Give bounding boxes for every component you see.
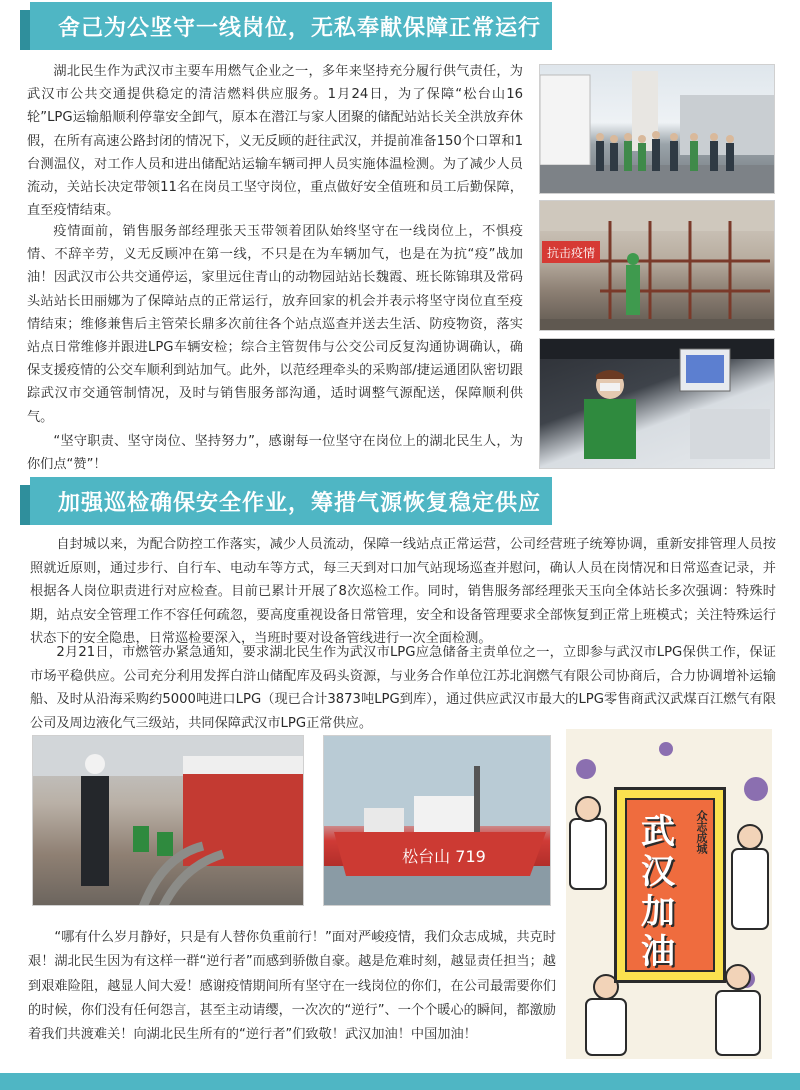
footer-bar	[0, 1073, 800, 1090]
section1-paragraph-2: 疫情面前，销售服务部经理张天玉带领着团队始终坚守在一线岗位上，不惧疫情、不辞辛劳，义无反顾冲在第一线，不只是在为车辆加气，也是在为抗“疫”战加油！因武汉市公共交通停运，家里远住青山的动物园站站长魏霞、班长陈锦琪及常码头站站长田丽娜为了保障站点的正常运行，放弃回家的机会并表示将坚守岗位直至疫情结束；维修兼售后主管荣长鼎多次前往各个站点巡查并送去生活、防疫物资，落实站点日常维修并跟进LPG车辆安检；综合主管贺伟与公交公司反复沟通协调确认，确保支援疫情的公交车顺利到站加气。此外，以范经理牵头的采购部/捷运通团队密切跟踪武汉市交通管制情况，及时与销售服务部沟通，适时调整气源配送，保障顺利供气。	[27, 224, 523, 425]
poster-slogan-panel	[625, 798, 715, 972]
section2-heading-banner	[30, 477, 552, 525]
station-banner-sign: 抗击疫情	[546, 246, 596, 260]
section1-paragraph-1: 湖北民生作为武汉市主要车用燃气企业之一，多年来坚持充分履行供气责任，为武汉市公共交通提供稳定的清洁燃料供应服务。1月24日，为了保障“松台山16轮”LPG运输船顺利停靠安全卸气，原本在潜江与家人团聚的储配站站长关全洪放弃休假，在所有高速公路封闭的情况下，义无反顾的赶往武汉，并提前准备150个口罩和1台测温仪，对工作人员和进出储配站运输车辆司押人员实施体温检测。为了减少人员流动，关站长决定带领11名在岗员工坚守岗位，重点做好安全值班和员工后勤保障，直至疫情结束。	[27, 64, 523, 219]
poster-slogan-frame	[614, 787, 726, 983]
section2-paragraph-1: 自封城以来，为配合防控工作落实，减少人员流动，保障一线站点正常运营，公司经营班子统筹协调，重新安排管理人员按照就近原则，通过步行、自行车、电动车等方式，每三天到对口加气站现场巡查并慰问，确认人员在岗情况和日常巡查记录，并根据各人岗位职责进行对应检查。目前已累计开展了8次巡检工作。同时，销售服务部经理张天玉向全体站长多次强调：特殊时期，站点安全管理工作不容任何疏忽，要高度重视设备日常管理，安全和设备管理要求全部恢复到正常上班模式；关注特殊运行状态下的安全隐患，日常巡检要深入，当班时要对设备管线进行一次全面检测。	[30, 537, 776, 646]
poster-small-slogan: 众志成城	[695, 810, 708, 854]
section1-paragraph-3: “坚守职责、坚守岗位、坚持努力”，感谢每一位坚守在岗位上的湖北民生人，为你们点“赞”！	[27, 434, 523, 473]
section2-heading: 加强巡检确保安全作业，筹措气源恢复稳定供应	[58, 490, 542, 516]
section2-paragraph-2: 2月21日，市燃管办紧急通知，要求湖北民生作为武汉市LPG应急储备主责单位之一，立即参与武汉市LPG保供工作，保证市场平稳供应。公司充分利用发挥白浒山储配库及码头资源，与业务合作单位江苏北润燃气有限公司协商后，合力协调增补运输船、及时从沿海采购约5000吨进口LPG（现已合计3873吨LPG到库），通过供应武汉市最大的LPG零售商武汉武煤百江燃气有限公司及周边液化气三级站，共同保障武汉市LPG正常供应。	[30, 645, 776, 731]
photo-worker-at-computer	[539, 338, 775, 469]
photo-station-equipment	[539, 200, 775, 331]
poster-wuhan-jiayou	[566, 729, 772, 1059]
photo-lpg-tanker-ship	[323, 735, 551, 906]
section1-heading-banner	[30, 2, 552, 50]
ship-name-label: 松台山 719	[402, 847, 486, 866]
section2-paragraph-3: “哪有什么岁月静好，只是有人替你负重前行！”面对严峻疫情，我们众志成城，共克时艰！湖北民生因为有这样一群“逆行者”而感到骄傲自豪。越是危难时刻，越显责任担当；越到艰难险阻，越显人间大爱！感谢疫情期间所有坚守在一线岗位的你们，在公司最需要你们的时候，你们没有任何怨言，甚至主动请缨，一次次的“逆行”、一个个暖心的瞬间，都激励着我们共渡难关！向湖北民生所有的“逆行者”们致敬！武汉加油！中国加油！	[28, 930, 556, 1043]
photo-workers-unloading-hoses	[32, 735, 304, 906]
photo-staff-group-at-gate	[539, 64, 775, 194]
section1-heading: 舍己为公坚守一线岗位，无私奉献保障正常运行	[58, 15, 542, 41]
poster-big-slogan: 武汉加油	[641, 812, 677, 972]
